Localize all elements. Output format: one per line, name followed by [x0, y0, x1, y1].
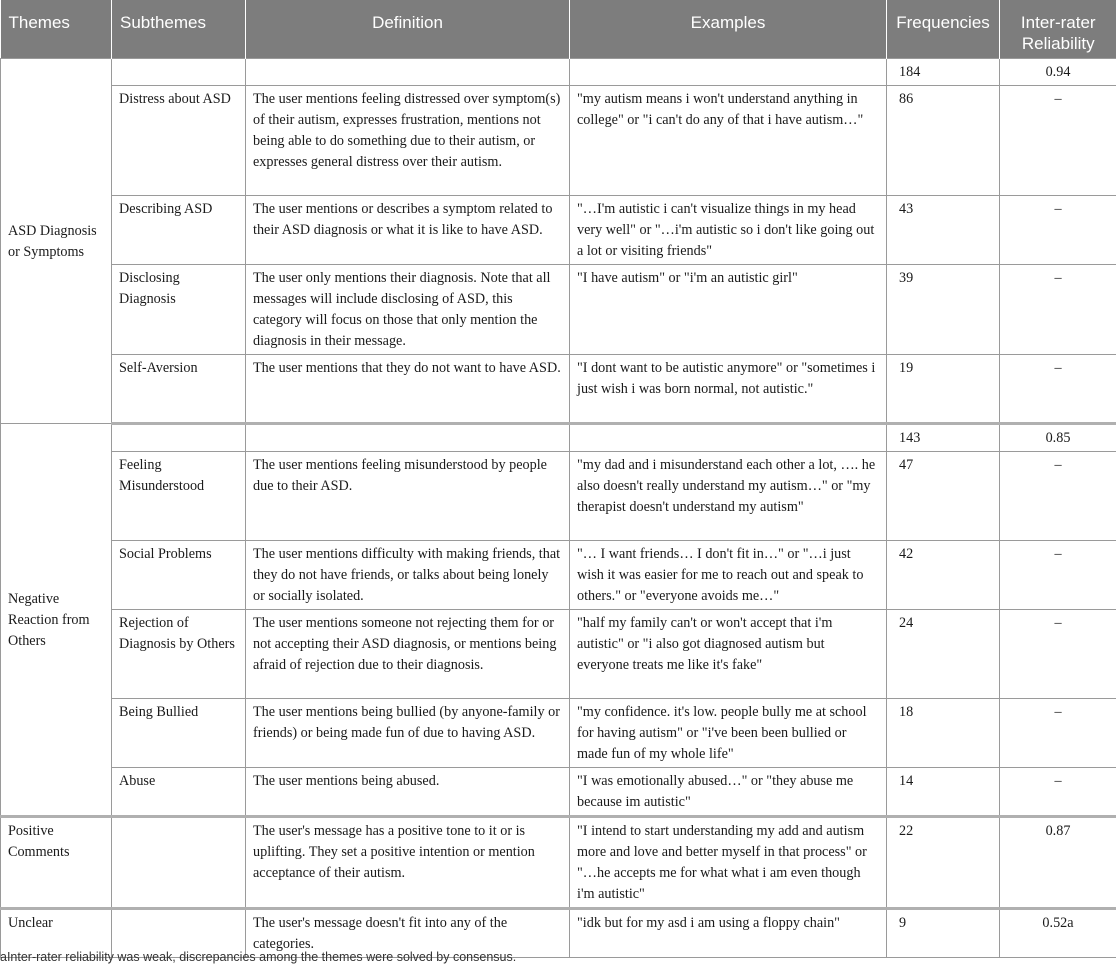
subtheme-cell: Distress about ASD	[112, 86, 246, 196]
examples-cell	[570, 59, 887, 86]
irr-cell: 0.85	[1000, 424, 1116, 452]
definition-cell: The user mentions or describes a symptom related to their ASD diagnosis or what it is like to have ASD.	[246, 196, 570, 265]
examples-cell	[570, 424, 887, 452]
frequency-cell: 47	[887, 452, 1000, 541]
subtheme-cell: Disclosing Diagnosis	[112, 265, 246, 355]
frequency-cell: 14	[887, 768, 1000, 817]
irr-cell: –	[1000, 768, 1116, 817]
examples-cell: "… I want friends… I don't fit in…" or "…i just wish it was easier for me to reach out and speak to others." or "everyone avoids me…"	[570, 541, 887, 610]
irr-cell: 0.52a	[1000, 909, 1116, 958]
header-frequencies: Frequencies	[887, 0, 1000, 59]
irr-cell: –	[1000, 355, 1116, 424]
table-row	[1, 196, 1116, 265]
table-row	[1, 699, 1116, 768]
table-row	[1, 541, 1116, 610]
definition-cell: The user mentions being abused.	[246, 768, 570, 817]
frequency-cell: 22	[887, 817, 1000, 909]
frequency-cell: 24	[887, 610, 1000, 699]
irr-cell: –	[1000, 541, 1116, 610]
frequency-cell: 9	[887, 909, 1000, 958]
definition-cell: The user mentions someone not rejecting them for or not accepting their ASD diagnosis, or mentions being afraid of rejection due to their diagnosis.	[246, 610, 570, 699]
header-themes: Themes	[1, 0, 112, 59]
subtheme-cell: Abuse	[112, 768, 246, 817]
header-examples: Examples	[570, 0, 887, 59]
table-row	[1, 86, 1116, 196]
examples-cell: "I have autism" or "i'm an autistic girl"	[570, 265, 887, 355]
table-row	[1, 610, 1116, 699]
frequency-cell: 184	[887, 59, 1000, 86]
definition-cell: The user mentions feeling misunderstood by people due to their ASD.	[246, 452, 570, 541]
frequency-cell: 42	[887, 541, 1000, 610]
subtheme-cell: Feeling Misunderstood	[112, 452, 246, 541]
table-row	[1, 452, 1116, 541]
examples-cell: "my dad and i misunderstand each other a lot, …. he also doesn't really understand my autism…" or "my therapist doesn't understand my autism"	[570, 452, 887, 541]
frequency-cell: 39	[887, 265, 1000, 355]
examples-cell: "I intend to start understanding my add and autism more and love and better myself in that process" or "…he accepts me for what what i am even though i'm autistic"	[570, 817, 887, 909]
table-footnote: aInter-rater reliability was weak, discrepancies among the themes were solved by consensus.	[0, 950, 517, 964]
definition-cell: The user mentions being bullied (by anyone-family or friends) or being made fun of due to having ASD.	[246, 699, 570, 768]
subtheme-cell: Being Bullied	[112, 699, 246, 768]
examples-cell: "half my family can't or won't accept that i'm autistic" or "i also got diagnosed autism but everyone treats me like it's fake"	[570, 610, 887, 699]
theme-cell: Unclear	[1, 909, 112, 958]
header-subthemes: Subthemes	[112, 0, 246, 59]
theme-cell: Negative Reaction from Others	[1, 424, 112, 817]
irr-cell: –	[1000, 699, 1116, 768]
header-definition: Definition	[246, 0, 570, 59]
table-row	[1, 265, 1116, 355]
subtheme-cell: Describing ASD	[112, 196, 246, 265]
header-row	[1, 0, 1116, 59]
definition-cell	[246, 59, 570, 86]
irr-cell: –	[1000, 196, 1116, 265]
irr-cell: 0.87	[1000, 817, 1116, 909]
theme-total-row	[1, 59, 1116, 86]
frequency-cell: 18	[887, 699, 1000, 768]
subtheme-cell	[112, 817, 246, 909]
examples-cell: "idk but for my asd i am using a floppy chain"	[570, 909, 887, 958]
subtheme-cell: Social Problems	[112, 541, 246, 610]
irr-cell: –	[1000, 610, 1116, 699]
subtheme-cell	[112, 424, 246, 452]
definition-cell: The user's message has a positive tone to it or is uplifting. They set a positive intention or mention acceptance of their autism.	[246, 817, 570, 909]
definition-cell: The user mentions difficulty with making friends, that they do not have friends, or talks about being lonely or socially isolated.	[246, 541, 570, 610]
irr-cell: –	[1000, 86, 1116, 196]
definition-cell	[246, 424, 570, 452]
table-row	[1, 355, 1116, 424]
irr-cell: –	[1000, 265, 1116, 355]
examples-cell: "…I'm autistic i can't visualize things in my head very well" or "…i'm autistic so i don't like going out a lot or visiting friends"	[570, 196, 887, 265]
irr-cell: –	[1000, 452, 1116, 541]
frequency-cell: 143	[887, 424, 1000, 452]
definition-cell: The user mentions feeling distressed over symptom(s) of their autism, expresses frustration, mentions not being able to do something due to their autism, or expresses general distress over their autism.	[246, 86, 570, 196]
frequency-cell: 86	[887, 86, 1000, 196]
theme-cell: ASD Diagnosis or Symptoms	[1, 59, 112, 424]
table-row	[1, 817, 1116, 909]
examples-cell: "my autism means i won't understand anything in college" or "i can't do any of that i have autism…"	[570, 86, 887, 196]
definition-cell: The user mentions that they do not want to have ASD.	[246, 355, 570, 424]
examples-cell: "my confidence. it's low. people bully me at school for having autism" or "i've been been bullied or made fun of my whole life"	[570, 699, 887, 768]
theme-cell: Positive Comments	[1, 817, 112, 909]
subtheme-cell: Self-Aversion	[112, 355, 246, 424]
definition-cell: The user's message doesn't fit into any of the categories.	[246, 909, 570, 958]
examples-cell: "I dont want to be autistic anymore" or "sometimes i just wish i was born normal, not autistic."	[570, 355, 887, 424]
theme-total-row	[1, 424, 1116, 452]
irr-cell: 0.94	[1000, 59, 1116, 86]
frequency-cell: 19	[887, 355, 1000, 424]
definition-cell: The user only mentions their diagnosis. Note that all messages will include disclosing of ASD, this category will focus on those that only mention the diagnosis in their message.	[246, 265, 570, 355]
header-inter-rater-reliability: Inter-rater Reliability	[1000, 0, 1116, 59]
table-row	[1, 768, 1116, 817]
examples-cell: "I was emotionally abused…" or "they abuse me because im autistic"	[570, 768, 887, 817]
subtheme-cell: Rejection of Diagnosis by Others	[112, 610, 246, 699]
subtheme-cell	[112, 59, 246, 86]
frequency-cell: 43	[887, 196, 1000, 265]
